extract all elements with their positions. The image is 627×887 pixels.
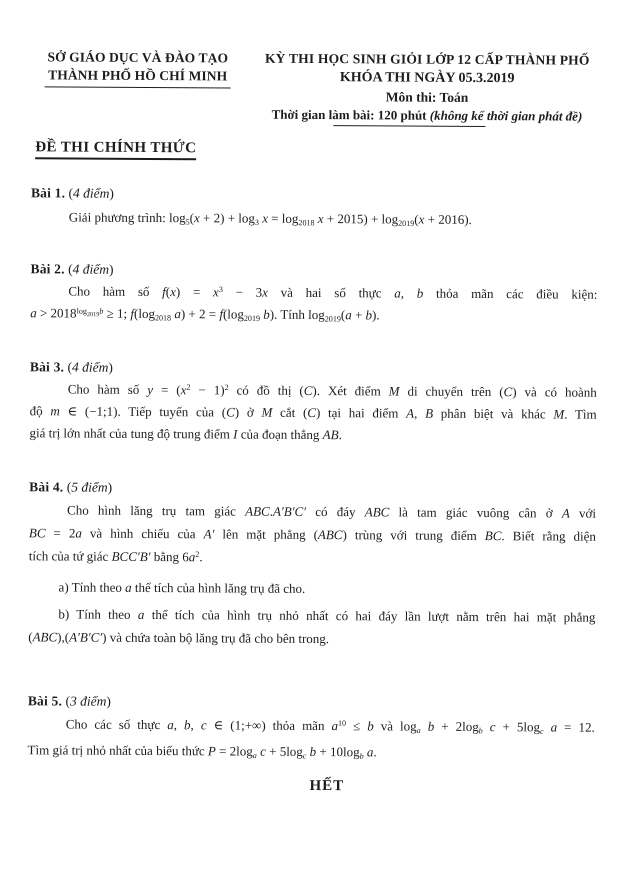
problem-4-heading: Bài 4. (5 điểm) — [29, 479, 113, 495]
problem-4-part-a: a) Tính theo a thể tích của hình lăng trụ đã cho. — [58, 579, 306, 596]
problem-4-part-b: b) Tính theo a thể tích của hình trụ nhỏ nhất có hai đáy lần lượt nằm trên hai mặt phẳng — [58, 606, 596, 625]
authority-line2-wrap — [32, 66, 244, 88]
authority-line1: SỞ GIÁO DỤC VÀ ĐÀO TẠO — [47, 49, 229, 66]
problem-4-line: BC = 2a và hình chiếu của A′ lên mặt phẳng (ABC) trùng với trung điểm BC. Biết rằng diện — [28, 525, 596, 544]
problem-2-heading: Bài 2. (4 điểm) — [30, 261, 114, 277]
end-marker: HẾT — [309, 777, 345, 795]
official-exam-label-wrap — [35, 138, 598, 159]
problem-3-heading: Bài 3. (4 điểm) — [29, 359, 113, 375]
problem-2-line: Cho hàm số $f(x) = x^3 - 3x$ và hai số thực a, b thỏa mãn các điều kiện: — [68, 283, 598, 302]
problem-3 — [29, 356, 597, 447]
issuing-authority — [32, 48, 244, 88]
problem-3-line: độ m ∈ (−1;1). Tiếp tuyến của (C) ở M cắt (C) tại hai điểm A, B phân biệt và khác M. Tìm — [29, 403, 597, 422]
exam-subject: Môn thi: Toán — [385, 89, 469, 105]
problem-1-line: Giải phương trình: $\log_5(x + 2) + \log_3 x = \log_{2018} x + 2015) + \log_{2019}(x + 2016)$. — [68, 209, 472, 229]
problem-5-line: Tìm giá trị nhỏ nhất của biểu thức $P = 2\log_a$ $c + 5\log_c$ $b + 10\log_b$ a. — [27, 742, 377, 761]
problem-4-line: tích của tứ giác BCC′B′ bằng $6a^2$. — [28, 548, 203, 565]
problem-5-heading: Bài 5. (3 điểm) — [27, 693, 111, 709]
problem-4 — [28, 476, 596, 651]
authority-line2: THÀNH PHỐ HỒ CHÍ MINH — [45, 66, 230, 88]
exam-info — [255, 50, 598, 128]
problem-4-part-b-cont: (ABC),(A′B′C′) và chứa toàn bộ lăng trụ đã cho bên trong. — [28, 629, 330, 647]
problem-5-line: Cho các số thực a, b, c ∈ (1;+∞) thỏa mãn $a^{10} \le b$ và $\log_a b + 2\log_b$ $c + 5\log_c$ a = 12. — [65, 716, 595, 736]
problem-2 — [30, 258, 597, 327]
problem-3-line: Cho hàm số $y = (x^2 - 1)^2$ có đồ thị (C). Xét điểm M di chuyển trên (C) và có hoành — [67, 381, 597, 400]
problem-4-line: Cho hình lăng trụ tam giác ABC.A′B′C′ có đáy ABC là tam giác vuông cân ở A với — [67, 502, 597, 521]
exam-session-date: KHÓA THI NGÀY 05.3.2019 — [339, 70, 515, 87]
exam-title: KỲ THI HỌC SINH GIỎI LỚP 12 CẤP THÀNH PHỐ — [264, 50, 590, 68]
duration-underline — [333, 125, 485, 127]
exam-header — [31, 48, 598, 127]
problem-list — [28, 182, 599, 765]
problem-1 — [31, 182, 598, 231]
problem-2-line: $a > 2018^{log_{2019}b} \ge 1$; $f(\log_{2018}$ $a) + 2 = f(\log_{2019}$ b). Tính $\log_{2019}(a + b)$. — [30, 305, 380, 324]
official-exam-label: ĐỀ THI CHÍNH THỨC — [35, 139, 196, 160]
exam-duration: Thời gian làm bài: 120 phút (không kể thời gian phát đề) — [271, 106, 583, 124]
problem-3-line: giá trị lớn nhất của tung độ trung điểm I của đoạn thẳng AB. — [29, 425, 342, 443]
problem-5 — [28, 690, 595, 765]
problem-1-heading: Bài 1. (4 điểm) — [30, 185, 114, 201]
